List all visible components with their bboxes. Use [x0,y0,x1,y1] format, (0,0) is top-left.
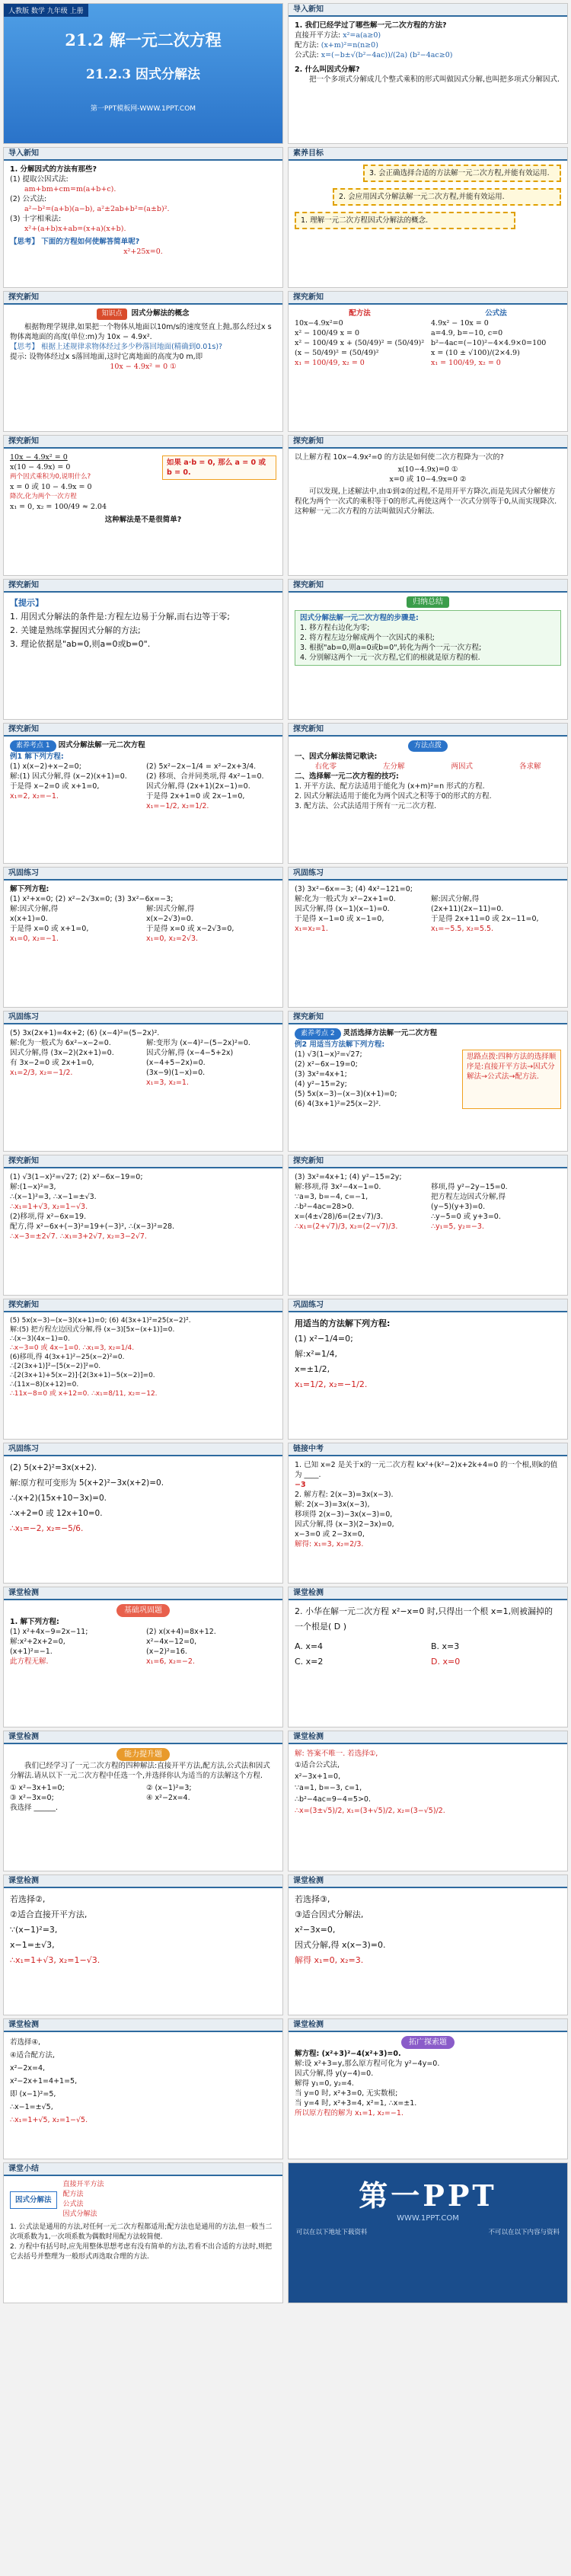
slide-header: 导入新知 [4,148,282,161]
option: ④ x²−2x=4. [146,1794,190,1802]
annotation: 降次,化为两个一次方程 [10,493,77,500]
slide-header: 课堂小结 [4,2163,282,2176]
solution-step: 若选择④, [10,2038,41,2047]
problems: (3) 3x²=4x+1; (4) y²−15=2y; [295,1173,402,1181]
slide-header: 探究新知 [289,724,567,737]
slide-25[interactable] [3,1731,283,1871]
summary-step: 4. 分别解这两个一元一次方程,它们的根就是原方程的根. [300,654,480,662]
answer: x₁=−5.5, x₂=5.5. [431,925,494,933]
solution-step: 解:原方程可变形为 5(x+2)²−3x(x+2)=0. [10,1478,164,1488]
slide-24[interactable] [288,1587,568,1727]
slide-header: 探究新知 [4,724,282,737]
solution-step: ∴(x+2)(15x+10−3x)=0. [10,1494,107,1503]
result: x₁ = 100/49, x₂ = 0 [295,359,365,367]
slide-11[interactable] [3,723,283,864]
step: 4.9x² − 10x = 0 [431,319,489,328]
problem: (6) 4(3x+1)²=25(x−2)². [295,1100,381,1108]
question: 2. 小华在解一元二次方程 x²−x=0 时,只得出一个根 x=1,则被漏掉的一个根是( D ) [295,1606,553,1632]
section-heading: 因式分解法的概念 [131,309,190,318]
solution-step: 移项得 2(x−3)−3x(x−3)=0, [295,1510,393,1519]
slide-header: 链接中考 [289,1443,567,1456]
solution-step: ∵a=1, b=−3, c=1, [295,1784,362,1792]
summary-step: 2. 将方程左边分解成两个一次因式的乘积; [300,634,435,642]
problems: (5) 5x(x−3)−(x−3)(x+1)=0; (6) 4(3x+1)²=25(x−2)². [10,1317,191,1325]
solution-step: 解:因式分解,得 [146,905,195,913]
slide-header: 探究新知 [289,436,567,449]
slide-10[interactable] [288,579,568,720]
equation: x²+25x=0. [123,248,163,256]
tip-item: 2. 关键是熟练掌握因式分解的方法; [10,625,141,635]
answer: ∴y₁=5, y₂=−3. [431,1222,484,1231]
slide-header: 探究新知 [4,1155,282,1168]
step: x₁ = 0, x₂ = 100/49 ≈ 2.04 [10,503,107,511]
technique: 3. 配方法、公式法适用于所有一元二次方程. [295,802,437,810]
method-label: 直接开平方法: [295,31,341,40]
method-label: 配方法: [295,41,319,50]
solution-step: ∴(11x−8)(x+12)=0. [10,1381,79,1389]
extension-chip: 拓广探索题 [401,2036,455,2049]
solution-step: 若选择②, [10,1894,46,1904]
problem: 1. 已知 x=2 是关于x的一元二次方程 kx²+(k²−2)x+2k+4=0 的一个根,则k的值为 ____. [295,1461,558,1479]
method-title: 公式法 [485,309,507,318]
answer: x₁=3, x₂=1. [146,1079,189,1087]
solution-step: (6)移项,得 4(3x+1)²−25(x−2)²=0. [10,1354,125,1361]
example-label: 例1 解下列方程: [10,753,64,761]
solution-step: x²−4x−12=0, [146,1638,197,1646]
slide-header: 巩固练习 [289,868,567,881]
choice[interactable]: C. x=2 [295,1657,324,1667]
slide-19[interactable] [3,1299,283,1440]
lesson-title: 21.2 解一元二次方程 [65,30,222,50]
slide-header: 探究新知 [4,580,282,593]
think-prompt: 【思考】 下面的方程如何使解答简单呢? [10,238,140,246]
problems: (3) 3x²−6x=−3; (4) 4x²−121=0; [295,885,413,893]
equation: x=0 或 10−4.9x=0 ② [389,475,467,484]
summary-branch: 因式分解法 [62,2210,97,2218]
slide-header: 课堂检测 [4,1731,282,1744]
slide-8[interactable] [288,435,568,576]
solution-step: x²−3x+1=0, [295,1772,341,1781]
solution-step: 解:化为一般式为 6x²−x−2=0. [10,1039,111,1047]
slide-header: 素养目标 [289,148,567,161]
technique: 2. 因式分解法适用于能化为两个因式之积等于0的形式的方程. [295,792,492,801]
slide-header: 课堂检测 [4,2019,282,2032]
goal-3: 3. 会正确选择合适的方法解一元二次方程,并能有效运用. [363,165,561,182]
solution-step: 把方程左边因式分解,得 [431,1193,506,1201]
solution-step: 即 (x−1)²=5, [10,2090,56,2098]
answer: 解得 x₁=0, x₂=3. [295,1955,364,1965]
formula: x²+(a+b)x+ab=(x+a)(x+b). [24,225,126,233]
question: 2. 什么叫因式分解? [295,66,360,74]
answer: x₁=2, x₂=−1. [10,792,59,801]
slide-14[interactable] [288,867,568,1008]
solution-step: x²−3x=0, [295,1925,336,1935]
problem: (5) 5x(x−3)−(x−3)(x+1)=0; [295,1090,397,1098]
step: x = (10 ± √100)/(2×4.9) [431,349,520,357]
method-formula: x=(−b±√(b²−4ac))/(2a) (b²−4ac≥0) [321,51,453,59]
example-label: 例2 用适当方法解下列方程: [295,1040,385,1049]
solution-step: 解:因式分解,得 [431,895,480,903]
tip-heading: 【提示】 [10,598,43,608]
answer: x₁=2/3, x₂=−1/2. [10,1069,73,1077]
solution-step: 于是得 x=0 或 x−2√3=0, [146,925,234,933]
exercise-title: 用适当的方法解下列方程: [295,1318,391,1328]
solution-step: 于是得 2x+1=0 或 2x−1=0, [146,792,245,801]
answer: ∴x₁=(2+√7)/3, x₂=(2−√7)/3. [295,1222,398,1231]
hint: 提示: 设物体经过x s落回地面,这时它离地面的高度为0 m,即 [10,353,203,361]
skill-chip: 素养考点 2 [295,1028,341,1040]
slide-header: 巩固练习 [4,1443,282,1456]
step: (x − 50/49)² = (50/49)² [295,349,379,357]
answer: 解得: x₁=3, x₂=2/3. [295,1540,364,1548]
question: 1. 我们已经学过了哪些解一元二次方程的方法? [295,21,447,30]
download-note: 可以在以下地址下载资料 [296,2229,368,2236]
solution-step: 解:(5) 把方程左边因式分解,得 (x−3)[5x−(x+1)]=0. [10,1326,175,1334]
solution-step: (3x−9)(1−x)=0. [146,1069,206,1077]
solution-step: 因式分解,得 (3x−2)(2x+1)=0. [10,1049,114,1057]
step: x² − 100/49 x = 0 [295,329,360,337]
problem: (2) x²−6x−19=0; [295,1060,358,1069]
solution-step: ∴[2(3x+1)+5(x−2)]·[2(3x+1)−5(x−2)]=0. [10,1372,155,1379]
goal-2: 2. 会应用因式分解法解一元二次方程,并能有效运用. [333,188,561,206]
problem: (1) √3(1−x)²=√27; [295,1050,362,1059]
solution-step: ②适合直接开平方法, [10,1910,88,1919]
solution-step: 因式分解,得 (x−4−5+2x)(x−4+5−2x)=0. [146,1049,234,1067]
slide-2[interactable] [288,3,568,144]
solution-step: 解:(1−x)²=3, [10,1183,56,1191]
summary-note: 1. 公式法是通用的方法,对任何一元二次方程都适用;配方法也是通用的方法,但一般当二次项系数为1,一次项系数为偶数时用配方法较简便. [10,2223,273,2241]
method-title: 配方法 [349,309,371,318]
slide-header: 课堂检测 [289,1875,567,1888]
formula: am+bm+cm=m(a+b+c). [24,185,116,193]
solution-step: 因式分解,得 (x−3)(2−3x)=0, [295,1520,394,1529]
answer: x₁=0, x₂=2√3. [146,935,199,943]
section-heading: 二、选择解一元二次方程的技巧: [295,772,399,781]
slide-4[interactable] [288,147,568,288]
answer: ∴11x−8=0 或 x+12=0. ∴x₁=8/11, x₂=−12. [10,1390,158,1398]
basic-chip: 基础巩固题 [116,1604,170,1617]
equation: 10x − 4.9x² = 0 [10,453,68,462]
solution-step: ∴x−1=±√5, [10,2103,53,2111]
slide-header: 巩固练习 [4,1012,282,1024]
solution-step: x(x+1)=0. [10,915,48,923]
lesson-subtitle: 21.2.3 因式分解法 [85,67,201,82]
option: ③ x²−3x=0; [10,1794,54,1802]
solution-step: ①适合公式法, [295,1761,340,1769]
slide-26[interactable] [288,1731,568,1871]
solution-step: 解:移项,得 3x²−4x−1=0. [295,1183,381,1191]
annotation: 两个因式乘积为0,说明什么? [10,473,91,481]
solution-step: (2) 移项、合并同类项,得 4x²−1=0. [146,772,264,781]
slide-27[interactable] [3,1874,283,2015]
method-label: (3) 十字相乘法: [10,215,62,223]
solution-step: ④适合配方法, [10,2051,56,2060]
solution-step: 于是得 x=0 或 x+1=0, [10,925,89,933]
closing-question: 这种解法是不是很简单? [104,516,182,524]
option: ② (x−1)²=3; [146,1784,192,1792]
answer: ∴x−3=±2√7. ∴x₁=3+2√7, x₂=3−2√7. [10,1232,147,1241]
paragraph: 根据物理学规律,如果把一个物体从地面以10m/s的速度竖直上抛,那么经过x s物体离地面的高度(单位:m)为 10x − 4.9x². [10,323,272,341]
tip-item: 1. 用因式分解法的条件是:方程左边易于分解,而右边等于零; [10,612,230,622]
solution-step: ∵a=3, b=−4, c=−1, [295,1193,368,1201]
solution-step: 解: 2(x−3)=3x(x−3), [295,1501,370,1509]
exercise-title: 1. 解下列方程: [10,1618,59,1626]
solution-step: 若选择③, [295,1894,330,1904]
slide-21[interactable] [3,1443,283,1584]
solution-step: (x−2)²=16. [146,1648,187,1656]
result: x₁ = 100/49, x₂ = 0 [431,359,501,367]
problem: (2) 5x²−2x−1/4 = x²−2x+3/4. [146,762,257,771]
download-note: 不可以在以下内容与资料 [488,2229,560,2236]
slide-29[interactable] [3,2018,283,2159]
option: ① x²−3x+1=0; [10,1784,65,1792]
solution-step: ∴x+2=0 或 12x+10=0. [10,1509,103,1518]
solution-step: x²−2x+1=4+1=5, [10,2077,78,2085]
choice[interactable]: A. x=4 [295,1641,324,1651]
slide-28[interactable] [288,1874,568,2015]
summary-branch: 直接开平方法 [62,2181,104,2188]
solution-step: ∴(x−1)²=3, ∴x−1=±√3. [10,1193,97,1201]
answer: −3 [295,1481,306,1489]
slide-header: 巩固练习 [289,1299,567,1312]
slide-header: 探究新知 [289,1155,567,1168]
advanced-chip: 能力提升题 [116,1748,170,1761]
solution-step: ∴y−5=0 或 y+3=0. [431,1213,501,1221]
problems: (5) 3x(2x+1)=4x+2; (6) (x−4)²=(5−2x)². [10,1029,160,1037]
slide-15[interactable] [3,1011,283,1152]
answer: 此方程无解. [10,1657,49,1666]
solution-step: 于是得 2x+11=0 或 2x−11=0, [431,915,539,923]
problem: (4) y²−15=2y; [295,1080,347,1088]
slide-23[interactable] [3,1587,283,1727]
answer: x₁=0, x₂=−1. [10,935,59,943]
slide-22[interactable] [288,1443,568,1584]
mnemonic: 各求解 [518,762,541,771]
brand-url[interactable]: WWW.1PPT.COM [397,2214,459,2223]
slide-header: 探究新知 [4,292,282,305]
slide-32-brand[interactable] [288,2162,568,2303]
solution-step: 解:变形为 (x−4)²−(5−2x)²=0. [146,1039,250,1047]
solution-step: x(x−2√3)=0. [146,915,193,923]
summary-step: 1. 移方程右边化为零; [300,624,370,632]
slide-20[interactable] [288,1299,568,1440]
solution-step: 因式分解,得 (2x+1)(2x−1)=0. [146,782,250,791]
problems: (1) √3(1−x)²=√27; (2) x²−6x−19=0; [10,1173,143,1181]
step: x(10 − 4.9x) = 0 [10,463,71,471]
problems: (1) x²+x=0; (2) x²−2√3x=0; (3) 3x²−6x=−3; [10,895,174,903]
problem: 解方程: (x²+3)²−4(x²+3)=0. [295,2050,401,2058]
equation: x(10−4.9x)=0 ① [397,465,458,474]
solution-step: (2)移项,得 x²−6x=19. [10,1213,87,1221]
summary-root: 因式分解法 [10,2191,57,2209]
solution-step: x=(4±√28)/6=(2±√7)/3. [295,1213,384,1221]
slide-1-title[interactable] [3,3,283,144]
solution-step: 解:化为一般式为 x²−2x+1=0. [295,895,396,903]
solution-step: ∴(x−3)(4x−1)=0. [10,1335,70,1343]
solution-step: ∴b²−4ac=28>0. [295,1203,355,1211]
slide-30[interactable] [288,2018,568,2159]
slide-header: 课堂检测 [4,1587,282,1600]
skill-title: 灵活选择方法解一元二次方程 [343,1029,438,1037]
solution-step: 解得 y₁=0, y₂=4. [295,2079,354,2088]
step: x² − 100/49 x + (50/49)² = (50/49)² [295,339,425,347]
mnemonic: 左分解 [382,762,405,771]
solution-step: 当 y=4 时, x²+3=4, x²=1, ∴x=±1. [295,2099,417,2108]
technique: 1. 开平方法、配方法适用于能化为 (x+m)²=n 形式的方程. [295,782,485,791]
summary-branch: 配方法 [62,2191,84,2198]
answer: x₁=−1/2, x₂=1/2. [146,802,209,810]
knowledge-chip: 知识点 [97,308,126,320]
step: x = 0 或 10 − 4.9x = 0 [10,483,92,491]
solution-step: 因式分解,得 x(x−3)=0. [295,1940,386,1950]
method-formula: x²=a(a≥0) [343,31,381,40]
slide-3[interactable] [3,147,283,288]
solution-step: 解:因式分解,得 [10,905,59,913]
slide-header: 探究新知 [289,292,567,305]
mnemonic: 右化零 [314,762,337,771]
problem: (1) x²+4x−9=2x−11; [10,1628,88,1636]
answer: ∴x₁=1+√3, x₂=1−√3. [10,1203,88,1211]
question: 以上解方程 10x−4.9x²=0 的方法是如何使二次方程降为一次的? [295,453,504,462]
solution-step: ∴b²−4ac=9−4=5>0. [295,1795,371,1804]
slide-header: 课堂检测 [289,1587,567,1600]
problem: 2. 解方程: 2(x−3)=3x(x−3). [295,1491,394,1499]
answer: x₁=6, x₂=−2. [146,1657,195,1666]
question: 1. 分解因式的方法有那些? [10,165,97,174]
solution-step: 于是得 x−2=0 或 x+1=0, [10,782,100,791]
slide-6[interactable] [288,291,568,432]
summary-chip: 归纳总结 [407,596,449,608]
slide-header: 探究新知 [289,580,567,593]
slide-header: 探究新知 [4,1299,282,1312]
slide-header: 探究新知 [4,436,282,449]
solution-step: (2x+11)(2x−11)=0. [431,905,504,913]
solution-step: 移项,得 y²−2y−15=0. [431,1183,508,1191]
skill-title: 因式分解法解一元二次方程 [58,741,145,749]
solution-step: x−1=±√3, [10,1940,55,1950]
step: a=4.9, b=−10, c=0 [431,329,503,337]
choice[interactable]: B. x=3 [431,1641,460,1651]
problem: (2) 5(x+2)²=3x(x+2). [10,1463,97,1472]
solution-step: 当 y=0 时, x²+3=0, 无实数根; [295,2089,398,2098]
skill-chip: 素养考点 1 [10,740,56,752]
problem: (1) x(x−2)+x−2=0; [10,762,81,771]
think-prompt: 【思考】 根据上述规律求物体经过多少秒落回地面(精确到0.01s)? [10,343,223,351]
solution-step: 配方,得 x²−6x+(−3)²=19+(−3)², ∴(x−3)²=28. [10,1222,175,1231]
step: b²−4ac=(−10)²−4×4.9×0=100 [431,339,547,347]
solution-step: (x+1)²=−1. [10,1648,53,1656]
solution-step: ③适合因式分解法, [295,1910,364,1919]
problem: 我们已经学习了一元二次方程的四种解法:直接开平方法,配方法,公式法和因式分解法.请从以下一元二次方程中任选一个,并选择你认为适当的方法解这个方程. [10,1762,270,1780]
solution-step: 于是得 x−1=0 或 x−1=0, [295,915,384,923]
prompt: 我选择 ______. [10,1804,59,1812]
slide-31[interactable] [3,2162,283,2303]
solution-step: (y−5)(y+3)=0. [431,1203,486,1211]
tip-item: 3. 理论依据是"ab=0,则a=0或b=0". [10,639,151,649]
section-heading: 一、因式分解法简记歌诀: [295,753,378,761]
method-formula: (x+m)²=n(n≥0) [321,41,378,50]
slide-header: 课堂检测 [289,1731,567,1744]
answer: 所以原方程的解为 x₁=1, x₂=−1. [295,2109,404,2117]
slide-9[interactable] [3,579,283,720]
solution-step: ∵(x−1)²=3, [10,1925,58,1935]
slide-12[interactable] [288,723,568,864]
equation: 10x − 4.9x² = 0 ① [110,363,177,371]
answer: ∴x=(3±√5)/2, x₁=(3+√5)/2, x₂=(3−√5)/2. [295,1807,445,1815]
solution-step: 因式分解,得 y(y−4)=0. [295,2069,374,2078]
solution-step: 解: 答案不唯一. 若选择①, [295,1750,378,1758]
summary-title: 因式分解法解一元二次方程的步骤是: [300,614,419,622]
slide-header: 课堂检测 [4,1875,282,1888]
goal-1: 1. 理解一元二次方程因式分解法的概念. [295,212,515,229]
solution-step: 因式分解,得 (x−1)(x−1)=0. [295,905,390,913]
definition: 把一个多项式分解成几个整式乘积的形式叫做因式分解,也叫把多项式分解因式. [309,75,560,84]
zero-product-note: 如果 a·b = 0, 那么 a = 0 或 b = 0. [162,455,276,480]
slide-17[interactable] [3,1155,283,1296]
slide-16[interactable] [288,1011,568,1152]
solution-step: 有 3x−2=0 或 2x+1=0, [10,1059,94,1067]
formula: a²−b²=(a+b)(a−b), a²±2ab+b²=(a±b)². [24,205,170,213]
method-label: (2) 公式法: [10,195,47,203]
summary-branch: 公式法 [62,2200,84,2208]
summary-step: 3. 根据"ab=0,则a=0或b=0",转化为两个一元一次方程; [300,644,482,652]
mnemonic: 两因式 [451,762,473,771]
answer: ∴x₁=1+√5, x₂=1−√5. [10,2116,88,2124]
solution-step: x=±1/2, [295,1364,330,1374]
slide-5[interactable] [3,291,283,432]
slide-header: 导入新知 [289,4,567,17]
method-label: (1) 提取公因式法: [10,175,69,184]
solution-step: ∴[2(3x+1)]²−[5(x−2)]²=0. [10,1363,101,1370]
solution-step: 解:x²=1/4, [295,1349,338,1359]
template-credit: 第一PPT模板网-WWW.1PPT.COM [90,105,196,113]
problem: (3) 3x²=4x+1; [295,1070,347,1079]
solution-step: 解:(1) 因式分解,得 (x−2)(x+1)=0. [10,772,127,781]
choice-correct[interactable]: D. x=0 [431,1657,461,1667]
solution-step: x²−2x=4, [10,2064,46,2073]
brand-logo: 第一PPT [359,2178,497,2213]
edition-tag: 人教版 数学 九年级 上册 [4,4,88,17]
slide-header: 巩固练习 [4,868,282,881]
explanation: 可以发现,上述解法中,由①到②的过程,不是用开平方降次,而是先因式分解使方程化为两个一次式的乘积等于0的形式,再使这两个一次式分别等于0,从而实现降次.这种解一元二次方程的方法叫做因式分解法. [295,487,557,516]
answer: x₁=1/2, x₂=−1/2. [295,1379,368,1389]
slide-13[interactable] [3,867,283,1008]
step: 10x−4.9x²=0 [295,319,343,328]
slide-header: 课堂检测 [289,2019,567,2032]
solution-step: 解:设 x²+3=y,那么原方程可化为 y²−4y=0. [295,2060,440,2068]
answer: ∴x₁=1+√3, x₂=1−√3. [10,1955,100,1965]
answer: x₁=x₂=1. [295,925,328,933]
method-tip-chip: 方法点拨 [408,740,448,752]
approach-tip: 思路点拨:四种方法的选择顺序是:直接开平方法→因式分解法→公式法→配方法. [462,1050,561,1109]
slide-18[interactable] [288,1155,568,1296]
exercise-title: 解下列方程: [10,885,49,893]
answer: ∴x₁=−2, x₂=−5/6. [10,1524,84,1533]
problem: (2) x(x+4)=8x+12. [146,1628,216,1636]
problem: (1) x²−1/4=0; [295,1334,353,1344]
method-label: 公式法: [295,51,319,59]
answer: ∴x−3=0 或 4x−1=0. ∴x₁=3, x₂=1/4. [10,1344,135,1352]
slide-header: 探究新知 [289,1012,567,1024]
slide-7[interactable] [3,435,283,576]
solution-step: x−3=0 或 2−3x=0, [295,1530,365,1539]
summary-note: 2. 方程中有括号时,应先用整体思想考虑有没有简单的方法,若看不出合适的方法时,则把它去括号并整理为一般形式再选取合理的方法. [10,2243,273,2261]
solution-step: 解:x²+2x+2=0, [10,1638,65,1646]
